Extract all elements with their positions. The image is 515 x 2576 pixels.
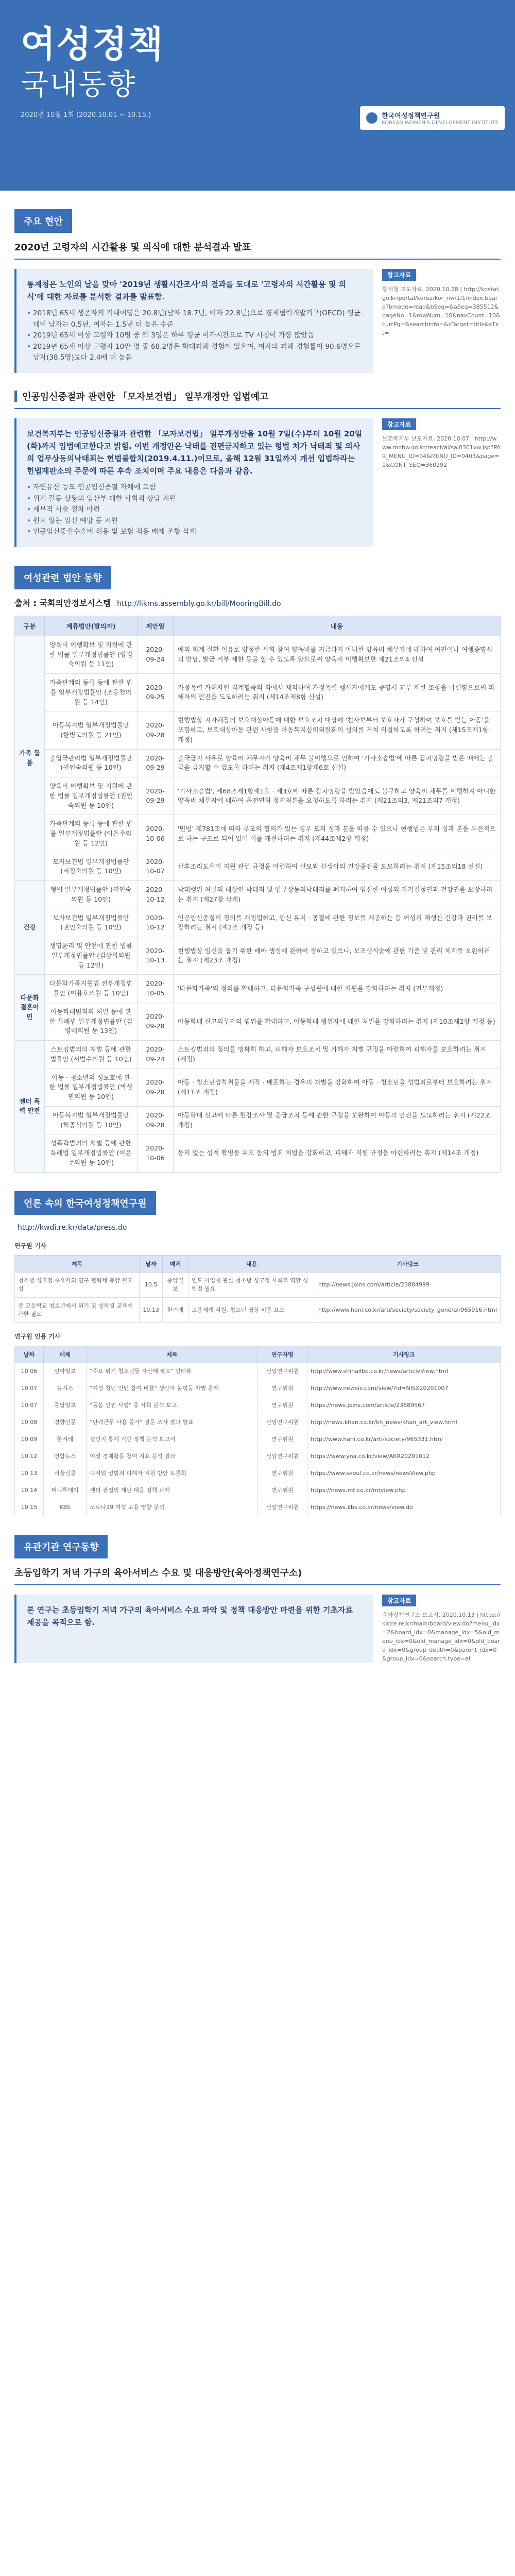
media-table2: [14, 1346, 501, 1516]
media-link[interactable]: https://www.yna.co.kr/view/AKR20201012: [307, 1448, 501, 1465]
media-date: 10.07: [15, 1397, 44, 1414]
bill-name: 양육비 이행확보 및 지원에 관한 법률 일부개정법률안 (권인숙의원 등 10인): [45, 777, 138, 815]
media-link[interactable]: https://news.joins.com/article/23889567: [307, 1397, 501, 1414]
reference-link[interactable]: 육아정책연구소 보고서, 2020.10.13 | https://kicce.re.kr/main/board/view.do?menu_idx=2&board_idx=0&manage_idx=5&old_menu_idx=0&old_manage_idx=0&old_board_idx=0&group_depth=0&parent_idx=0&group_idx=0&search.type=all: [382, 1611, 501, 1663]
column-header: 연구자명: [258, 1346, 307, 1363]
bill-name: 아동학대범죄의 처벌 등에 관한 특례법 일부개정법률안 (김영배의원 등 13인): [45, 1003, 138, 1040]
column-header: 제안일: [138, 616, 174, 636]
media-date: 10.09: [15, 1431, 44, 1448]
media-link[interactable]: http://news.khan.co.kr/kh_news/khan_art_view.html: [307, 1414, 501, 1431]
logo-sub: KOREAN WOMEN'S DEVELOPMENT INSTITUTE: [382, 120, 499, 126]
headline-accent-bar: [14, 391, 17, 402]
bill-content: 현행법상 지자체장의 보호대상아동에 대한 보호조치 대상에 '친사보부터 보호자가 구성하여 보호를 받는 아동'을 포함하고, 보호대상아동 관련 사항을 아동복지심의위원회의 심의를 거쳐 의결하도록 하려는 취지 (제15조제1항 개정): [174, 711, 501, 749]
issue2-headline: [14, 389, 501, 409]
header-title-sub: 국내동향: [21, 68, 136, 101]
bill-name: 가족관계의 등록 등에 관한 법률 일부개정법률안 (조응천의원 등 14인): [45, 674, 138, 711]
bill-content: 가정폭력 가해자인 직계혈족의 외에서 제외하여 가정폭력 행사자에게도 증명서 교부 제한 조항을 마련함으로써 피해자의 안전을 도모하려는 취지 (제14조제8항 신설): [174, 674, 501, 711]
bill-name: 모자보건법 일부개정법률안 (서정숙의원 등 10인): [45, 853, 138, 881]
bill-category: 건강: [15, 881, 45, 975]
bill-name: 모자보건법 일부개정법률안 (권인숙의원 등 10인): [45, 909, 138, 937]
media-link[interactable]: http://news.joins.com/article/23884999: [315, 1272, 500, 1297]
media-researcher: 선임연구위원: [258, 1363, 307, 1380]
bill-name: 아동복지법 일부개정법률안 (한병도의원 등 21인): [45, 711, 138, 749]
issue-bullet: • 2019년 65세 이상 고령자 10명 중 약 3명은 하루 평균 여가시간으로 TV 시청이 가장 많았음: [27, 330, 363, 342]
column-header: 날짜: [15, 1346, 44, 1363]
bill-category: 젠더 폭력 안전: [15, 1041, 45, 1173]
reference-tag: 참고자료: [382, 418, 416, 430]
agency-section: [0, 1516, 515, 1663]
kwdi-logo: [360, 106, 505, 130]
reference-tag: 참고자료: [382, 1595, 416, 1606]
bill-date: 2020-09-29: [138, 749, 174, 777]
issue-bullet: • 2018년 65세 생존자의 기대여명은 20.8년(남자 18.7년, 여자 22.8년)으로 경제협력개발기구(OECD) 평균 대비 남자는 0.5년, 여자는 1.5년 더 높은 수준: [27, 308, 363, 330]
media-title: "돌봄 인권 사업" 중 사회 분석 보고: [87, 1397, 258, 1414]
media-row: [15, 1380, 501, 1397]
media-table1-caption: 연구원 기사: [14, 1242, 47, 1249]
bill-name: 생명윤리 및 안전에 관한 법률 일부개정법률안 (김상희의원 등 12인): [45, 937, 138, 975]
bill-name: 성폭력범죄의 처벌 등에 관한 특례법 일부개정법률안 (이은주의원 등 10인): [45, 1134, 138, 1172]
bill-date: 2020-09-29: [138, 777, 174, 815]
media-title: 코로나19 여성 고용 영향 분석: [87, 1499, 258, 1516]
bills-section: [0, 547, 515, 1173]
bill-content: 인공임신중절의 정의를 재정립하고, 임신 유지 · 종결에 관한 정보를 제공하는 등 여성의 재생산 건강과 권리를 보장하려는 취지 (제2조 개정 등): [174, 909, 501, 937]
bill-name: 형법 일부개정법률안 (권인숙의원 등 10인): [45, 881, 138, 909]
issue-section-title: 주요 현안: [14, 209, 72, 233]
bills-source: [14, 597, 501, 608]
media-content: 고용세계 지원, 청소년 영상 비중 요소: [188, 1297, 315, 1323]
media-link[interactable]: http://www.hani.co.kr/arti/society/965331.html: [307, 1431, 501, 1448]
media-outlet: 연합뉴스: [44, 1448, 87, 1465]
media-date: 10.13: [140, 1297, 163, 1323]
bill-date: 2020-10-05: [138, 975, 174, 1003]
media-row: [15, 1482, 501, 1499]
page-bottom-space: [0, 1663, 515, 1684]
bill-row: [15, 674, 501, 711]
agency-card-body: [14, 1595, 373, 1663]
bill-date: 2020-09-28: [138, 711, 174, 749]
bill-row: [15, 636, 501, 673]
media-row: [15, 1431, 501, 1448]
bill-name: 아동 · 청소년의 성보호에 관한 법률 일부개정법률안 (박성민의원 등 10인): [45, 1069, 138, 1106]
reference-tag: 참고자료: [382, 269, 416, 281]
bill-category: 가족 돌봄: [15, 636, 45, 880]
media-title: 중 고등학교 청소년에서 위기 및 성차별 교육에 관한 필요: [15, 1297, 140, 1323]
bill-name: 양육비 이행확보 및 지원에 관한 법률 일부개정법률안 (양경숙의원 등 11인): [45, 636, 138, 673]
bill-row: [15, 937, 501, 975]
bill-content: 현행법상 임신을 돕기 위한 배아 생성에 관하여 정하고 있으나, 보조생식술에 관한 기준 및 관리 체계를 보완하려는 취지 (제23조 개정): [174, 937, 501, 975]
media-researcher: 선임연구위원: [258, 1448, 307, 1465]
media-date: 10.5: [140, 1272, 163, 1297]
column-header: 매체: [44, 1346, 87, 1363]
media-researcher: 연구위원: [258, 1482, 307, 1499]
media-title: 성인지 통계 기반 정책 분석 보고서: [87, 1431, 258, 1448]
bill-name: 출입국관리법 일부개정법률안 (권인숙의원 등 10인): [45, 749, 138, 777]
issue2-bullet: • 자연유산 등도 인공임신중절 자체에 포함: [27, 482, 363, 494]
issue-card: [14, 269, 501, 373]
column-header: 구분: [15, 616, 45, 636]
media-row: [15, 1272, 501, 1297]
bill-row: [15, 1041, 501, 1069]
media-row: [15, 1414, 501, 1431]
column-header: 매체: [162, 1255, 188, 1272]
media-researcher: 선임연구위원: [258, 1499, 307, 1516]
issue-lead: 통계청은 노인의 날을 맞아 '2019년 생활시간조사'의 결과를 토대로 '고령자의 시간활용 및 의식'에 대한 자료를 분석한 결과를 발표함.: [27, 280, 347, 301]
issue2-headline-text: 인공임신중절과 관련한 「모자보건법」 일부개정안 입법예고: [22, 391, 269, 402]
bills-source-link[interactable]: http://likms.assembly.go.kr/bill/MooringBill.do: [117, 599, 281, 608]
bill-row: [15, 815, 501, 853]
issue-period: 2020년 10월 1회 (2020.10.01 ~ 10.15.): [21, 111, 151, 119]
column-header: 내용: [174, 616, 501, 636]
bill-date: 2020-09-25: [138, 674, 174, 711]
media-link[interactable]: http://www.newsis.com/view/?id=NISX20201007: [307, 1380, 501, 1397]
media-link[interactable]: http://kwdi.re.kr/data/press.do: [18, 1223, 127, 1232]
bill-date: 2020-10-12: [138, 881, 174, 909]
media-researcher: 연구위원: [258, 1380, 307, 1397]
media-row: [15, 1465, 501, 1482]
media-researcher: 연구위원: [258, 1397, 307, 1414]
media-outlet: 서울신문: [44, 1465, 87, 1482]
column-header: 제목: [87, 1346, 258, 1363]
issue2-reference: [382, 418, 501, 547]
bill-name: 다문화가족지원법 전부개정법률안 (이용호의원 등 10인): [45, 975, 138, 1003]
bill-content: 예외 회계 질환 이유로 양정한 사회 참여 양육비를 지급하지 아니한 양육비 채무자에 대하여 여권이나 여행증명서의 반납, 발급 거부 제한 등을 할 수 있도록 함으로써 양육비 이행확보한 제21조의4 신설: [174, 636, 501, 673]
logo-name: 한국여성정책연구원: [382, 112, 440, 120]
issue2-bullet: • 인공임신중절수술비 허용 및 보험 적용 배제 조항 삭제: [27, 527, 363, 538]
bill-content: '가사소송법', 제68조제1항제1호 · 제3호에 따른 감치명령을 받았음에도 불구하고 양육비 채무를 이행하지 아니한 양육비 채무자에 대하여 운전면허 정지처분을 요청하도록 하려는 취지 (제21조의3, 제21조의7 개정): [174, 777, 501, 815]
media-date: 10.07: [15, 1380, 44, 1397]
agency-lead: 본 연구는 초등입학기 저녁 가구의 육아서비스 수요 파악 및 정책 대응방안 마련을 위한 기초자료 제공을 목적으로 함.: [27, 1605, 353, 1627]
agency-headline: 초등입학기 저녁 가구의 육아서비스 수요 및 대응방안(육아정책연구소): [14, 1566, 501, 1585]
bill-date: 2020-09-28: [138, 1003, 174, 1040]
media-date: 10.13: [15, 1465, 44, 1482]
agency-reference: [382, 1595, 501, 1663]
media-outlet: 신아일보: [44, 1363, 87, 1380]
bill-row: [15, 881, 501, 909]
media-title: 젠더 관점의 재난 대응 정책 과제: [87, 1482, 258, 1499]
bill-name: 스토킹범죄의 처벌 등에 관한 법률안 (서범수의원 등 10인): [45, 1041, 138, 1069]
media-title: 여성 경제활동 참여 지표 분석 결과: [87, 1448, 258, 1465]
media-content: 인도 사업에 관한 청소년 성고정 사회적 역할 성 인정 필요: [188, 1272, 315, 1297]
bill-date: 2020-10-12: [138, 909, 174, 937]
media-table1-header-row: [15, 1255, 501, 1272]
bill-row: [15, 1003, 501, 1040]
bill-content: 낙태행위 처벌의 대상인 낙태죄 및 업무상동의낙태죄를 폐지하여 임신한 여성의 자기결정권과 건강권을 보장하려는 취지 (제27장 삭제): [174, 881, 501, 909]
kwdi-logo-icon: [366, 112, 377, 124]
issue2-bullet: • 세부적 시술 절차 마련: [27, 504, 363, 516]
issue-bullets: [27, 308, 363, 364]
media-row: [15, 1499, 501, 1516]
media-link[interactable]: http://www.hani.co.kr/arti/society/society_general/965916.html: [315, 1297, 500, 1323]
bill-date: 2020-10-13: [138, 937, 174, 975]
media-link[interactable]: https://news.mt.co.kr/mtview.php: [307, 1482, 501, 1499]
media-link[interactable]: http://www.shinailbo.co.kr/news/articleView.html: [307, 1363, 501, 1380]
bill-date: 2020-09-24: [138, 1041, 174, 1069]
bill-content: 아동학대 신고에 따른 현장조사 및 응급조치 등에 관한 규정을 보완하여 아동의 안전을 도모하려는 취지 (제22조 개정): [174, 1106, 501, 1134]
bill-date: 2020-09-28: [138, 1069, 174, 1106]
column-header: 날짜: [140, 1255, 163, 1272]
issue-bullet: • 2019년 65세 이상 고령자 10만 명 중 68.2명은 학대피해 경험이 있으며, 여자의 피해 경험률이 90.6명으로 남자(38.5명)보다 2.4배 더 높음: [27, 342, 363, 364]
media-link-row: [14, 1222, 501, 1232]
media-researcher: 연구위원: [258, 1465, 307, 1482]
bill-name: 가족관계의 등록 등에 관한 법률 일부개정법률안 (이은주의원 등 12인): [45, 815, 138, 853]
bills-table: [14, 616, 501, 1173]
media-title: "주요 위기 청소년들 자산에 필요" 인터뷰: [87, 1363, 258, 1380]
media-researcher: 연구위원: [258, 1431, 307, 1448]
media-table2-header-row: [15, 1346, 501, 1363]
bills-section-title: 여성관련 법안 동향: [14, 566, 111, 589]
media-link[interactable]: https://news.kbs.co.kr/news/view.do: [307, 1499, 501, 1516]
bill-content: 아동학대 신고의무자의 범위를 확대하고, 아동학대 행위자에 대한 처벌을 강화하려는 취지 (제10조제2항 개정 등): [174, 1003, 501, 1040]
issue2-bullet: • 원치 않는 임신 예방 등 지원: [27, 516, 363, 527]
issue-headline: 2020년 고령자의 시간활용 및 의식에 대한 분석결과 발표: [14, 240, 501, 260]
media-table1-body: [15, 1272, 501, 1323]
column-header: 계류법안(발의자): [45, 616, 138, 636]
reference-link[interactable]: 보건복지부 보도자료, 2020.10.07 | http://www.mohw.go.kr/react/al/sal0301vw.jsp?PAR_MENU_ID=04&MENU_ID=0403&page=1&CONT_SEQ=360292: [382, 435, 501, 469]
bill-name: 아동복지법 일부개정법률안 (허종식의원 등 10인): [45, 1106, 138, 1134]
issue2-bullets: [27, 482, 363, 538]
media-table2-caption: 연구원 인용 기사: [14, 1333, 61, 1341]
bill-content: 산후조리도우미 지원 관련 규정을 마련하여 산모와 신생아의 건강증진을 도모하려는 취지 (제15조의18 신설): [174, 853, 501, 881]
bill-row: [15, 711, 501, 749]
issue2-bullet: • 위기 갈등 상황의 임산부 대한 사회적 상담 지원: [27, 494, 363, 505]
media-outlet: 중앙일보: [162, 1272, 188, 1297]
media-outlet: 머니투데이: [44, 1482, 87, 1499]
header-title-main: 여성정책: [21, 23, 164, 65]
column-header: 기사링크: [307, 1346, 501, 1363]
media-outlet: 경향신문: [44, 1414, 87, 1431]
agency-card: [14, 1595, 501, 1663]
bill-row: [15, 1106, 501, 1134]
bill-content: 출국금지 사유로 양육비 채무자가 양육비 채무 불이행으로 인하여 '가사소송법'에 따른 감치명령을 받은 때에는 출국을 금지할 수 있도록 하려는 취지 (제4조제1항제6호 신설): [174, 749, 501, 777]
bill-row: [15, 1134, 501, 1172]
media-title: 청소년 성고정 수요자의 연구 협력체 총감 필요성: [15, 1272, 140, 1297]
bills-table-body: [15, 636, 501, 1172]
reference-link[interactable]: 통계청 보도자료, 2020.10.28 | http://kostat.go.kr/portal/korea/kor_nw/1/1/index.board?bmode=read&bSeq=&aSeq=385512&pageNo=1&rowNum=10&navCount=10&currPg=&searchInfo=&sTarget=title&sTxt=: [382, 286, 501, 337]
media-row: [15, 1363, 501, 1380]
media-date: 10.08: [15, 1414, 44, 1431]
media-outlet: 중앙일보: [44, 1397, 87, 1414]
media-section: [0, 1173, 515, 1516]
issue-card-body: [14, 269, 373, 373]
bill-row: [15, 975, 501, 1003]
media-date: 10.12: [15, 1448, 44, 1465]
media-outlet: 한겨레: [162, 1297, 188, 1323]
media-date: 10.15: [15, 1499, 44, 1516]
issue2-lead: 보건복지부는 인공임신중절과 관련한 「모자보건법」 일부개정안을 10월 7일(수)부터 10월 20일(화)까지 입법예고한다고 밝힘. 이번 개정안은 낙태를 전면금지하고 있는 형법 처가 낙태죄 및 의사의 업무상동의낙태죄는 헌법불합치(2019.4.11.)이므로, 올해 12월 31일까지 개선 입법하라는 헌법재판소의 주문에 따른 후속 조치이며 주요 내용은 다음과 같음.: [27, 429, 363, 476]
media-outlet: KBS: [44, 1499, 87, 1516]
media-title: "여성 청년 인턴 참여 비율" 생산자 불평등 차별 존재: [87, 1380, 258, 1397]
bill-date: 2020-10-06: [138, 815, 174, 853]
media-title: "탄력근무 사용 증가" 설문 조사 결과 발표: [87, 1414, 258, 1431]
bill-category: 다문화 결혼이민: [15, 975, 45, 1041]
bill-row: [15, 909, 501, 937]
media-row: [15, 1397, 501, 1414]
bill-content: '다문화가족'의 정의를 확대하고, 다문화가족 구성원에 대한 지원을 강화하려는 취지 (전부개정): [174, 975, 501, 1003]
issue2-card: [14, 418, 501, 547]
bills-source-label: 출처 : 국회의안정보시스템: [14, 598, 111, 608]
bill-content: 동의 없는 성적 촬영물 유포 등의 범죄 처벌을 강화하고, 피해자 지원 규정을 마련하려는 취지 (제14조 개정): [174, 1134, 501, 1172]
bill-date: 2020-09-24: [138, 636, 174, 673]
bill-date: 2020-09-28: [138, 1106, 174, 1134]
column-header: 제목: [15, 1255, 140, 1272]
bill-row: [15, 1069, 501, 1106]
bill-row: [15, 777, 501, 815]
bill-content: '민법' 제781조에 따라 부모의 협의가 있는 경우 모의 성과 본을 따를 수 있으나 현행법은 부의 성과 본을 우선적으로 하는 구조로 되어 있어 이를 개선하려는 취지 (제44조제2항 개정): [174, 815, 501, 853]
bill-content: 스토킹범죄의 정의를 명확히 하고, 피해자 보호조치 및 가해자 처벌 규정을 마련하여 피해자를 보호하려는 취지 (제정): [174, 1041, 501, 1069]
media-row: [15, 1448, 501, 1465]
media-date: 10.14: [15, 1482, 44, 1499]
media-outlet: 한겨레: [44, 1431, 87, 1448]
media-date: 10.06: [15, 1363, 44, 1380]
issue-section: [0, 191, 515, 547]
newsletter-header: [0, 0, 515, 191]
media-link[interactable]: https://www.seoul.co.kr/news/newsView.php: [307, 1465, 501, 1482]
media-row: [15, 1297, 501, 1323]
bill-row: [15, 853, 501, 881]
media-researcher: 선임연구위원: [258, 1414, 307, 1431]
media-table1: [14, 1255, 501, 1323]
bill-content: 아동 · 청소년성착취물을 제작 · 배포하는 경우의 처벌을 강화하여 아동 · 청소년을 성범죄로부터 보호하려는 취지 (제11조 개정): [174, 1069, 501, 1106]
agency-section-title: 유관기관 연구동향: [14, 1535, 108, 1558]
media-section-title: 언론 속의 한국여성정책연구원: [14, 1191, 156, 1215]
bill-date: 2020-10-07: [138, 853, 174, 881]
bill-row: [15, 749, 501, 777]
media-outlet: 뉴시스: [44, 1380, 87, 1397]
column-header: 기사링크: [315, 1255, 500, 1272]
issue2-card-body: [14, 418, 373, 547]
issue-reference: [382, 269, 501, 373]
column-header: 내용: [188, 1255, 315, 1272]
bill-date: 2020-10-06: [138, 1134, 174, 1172]
bills-table-header-row: [15, 616, 501, 636]
media-table2-body: [15, 1363, 501, 1516]
media-title: 디지털 성범죄 피해자 지원 방안 토론회: [87, 1465, 258, 1482]
